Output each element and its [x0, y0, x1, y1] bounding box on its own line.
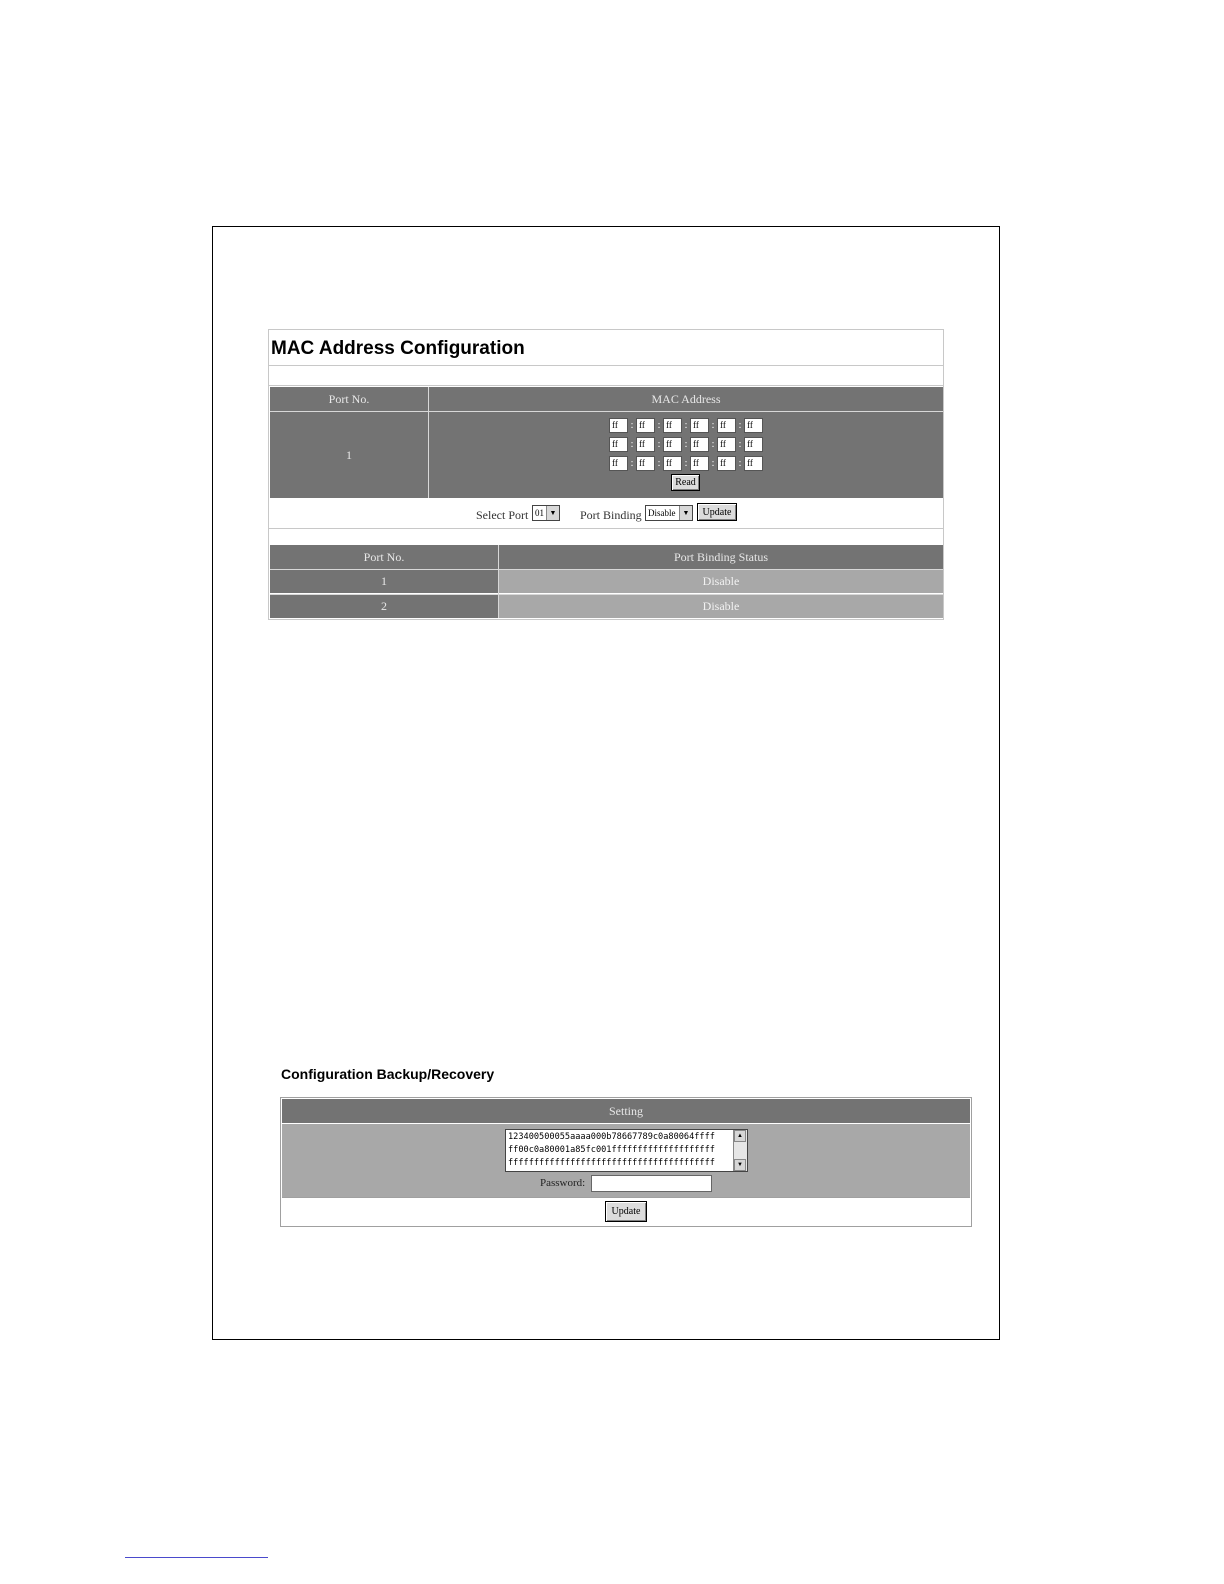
mac-octet-field[interactable]: ff	[636, 418, 655, 433]
config-line: 123400500055aaaa000b78667789c0a80064ffff	[508, 1132, 715, 1142]
octet-separator: :	[738, 420, 742, 431]
port-number-cell: 1	[270, 412, 428, 498]
column-header-binding-status: Port Binding Status	[499, 545, 943, 569]
port-binding-dropdown[interactable]	[645, 505, 693, 521]
mac-octet-field[interactable]: ff	[636, 456, 655, 471]
port-binding-value: Disable	[648, 508, 676, 518]
mac-octet-field[interactable]: ff	[663, 456, 682, 471]
mac-octet-field[interactable]: ff	[609, 456, 628, 471]
divider	[269, 365, 943, 366]
read-button[interactable]: Read	[671, 474, 700, 491]
mac-config-title: MAC Address Configuration	[271, 338, 525, 359]
divider	[270, 411, 943, 412]
mac-octet-field[interactable]: ff	[744, 437, 763, 452]
select-port-dropdown[interactable]	[532, 505, 560, 521]
chevron-down-icon: ▼	[546, 506, 559, 520]
octet-separator: :	[684, 439, 688, 450]
mac-octet-field[interactable]: ff	[609, 437, 628, 452]
mac-octet-field[interactable]: ff	[609, 418, 628, 433]
table-row-status: Disable	[499, 595, 943, 618]
config-data-lines	[508, 1131, 733, 1170]
setting-header: Setting	[282, 1099, 970, 1123]
divider	[269, 385, 943, 386]
mac-octet-row	[609, 418, 763, 433]
mac-octet-field[interactable]: ff	[717, 456, 736, 471]
select-port-value: 01	[535, 508, 544, 518]
octet-separator: :	[711, 458, 715, 469]
chevron-down-icon: ▼	[679, 506, 692, 520]
octet-separator: :	[657, 420, 661, 431]
mac-octet-field[interactable]: ff	[690, 418, 709, 433]
mac-octet-field[interactable]: ff	[717, 418, 736, 433]
octet-separator: :	[684, 458, 688, 469]
divider	[268, 528, 944, 529]
footnote-rule	[125, 1557, 268, 1558]
octet-separator: :	[738, 439, 742, 450]
mac-octet-field[interactable]: ff	[636, 437, 655, 452]
column-header-mac-address: MAC Address	[429, 387, 943, 411]
mac-octet-row	[609, 437, 763, 452]
divider	[270, 569, 943, 570]
octet-separator: :	[630, 420, 634, 431]
select-port-label: Select Port	[476, 508, 529, 522]
octet-separator: :	[711, 439, 715, 450]
divider	[428, 387, 429, 498]
password-label: Password:	[540, 1177, 586, 1189]
port-binding-label: Port Binding	[580, 508, 642, 522]
table-row-port: 2	[270, 595, 498, 618]
mac-octet-field[interactable]: ff	[663, 437, 682, 452]
octet-separator: :	[684, 420, 688, 431]
mac-octet-field[interactable]: ff	[744, 456, 763, 471]
scrollbar[interactable]	[733, 1130, 747, 1171]
config-data-textarea[interactable]	[505, 1129, 748, 1172]
column-header-port-no: Port No.	[270, 545, 498, 569]
mac-octet-field[interactable]: ff	[717, 437, 736, 452]
octet-separator: :	[630, 439, 634, 450]
backup-update-button[interactable]: Update	[605, 1201, 647, 1222]
scroll-up-icon[interactable]: ▲	[734, 1130, 746, 1142]
octet-separator: :	[630, 458, 634, 469]
octet-separator: :	[657, 439, 661, 450]
config-line: ff00c0a80001a85fc001ffffffffffffffffffff	[508, 1145, 715, 1155]
table-row-port: 1	[270, 570, 498, 593]
octet-separator: :	[738, 458, 742, 469]
update-button[interactable]: Update	[697, 503, 737, 521]
divider	[282, 1197, 970, 1198]
mac-octet-field[interactable]: ff	[690, 456, 709, 471]
backup-title: Configuration Backup/Recovery	[281, 1066, 495, 1082]
divider	[498, 545, 499, 618]
mac-octet-field[interactable]: ff	[663, 418, 682, 433]
octet-separator: :	[711, 420, 715, 431]
mac-octet-field[interactable]: ff	[744, 418, 763, 433]
mac-octet-row	[609, 456, 763, 471]
password-input[interactable]	[591, 1175, 712, 1192]
column-header-port-no: Port No.	[270, 387, 428, 411]
scroll-down-icon[interactable]: ▼	[734, 1159, 746, 1171]
divider	[270, 594, 943, 595]
table-row-status: Disable	[499, 570, 943, 593]
config-line: ffffffffffffffffffffffffffffffffffffffff	[508, 1158, 715, 1168]
octet-separator: :	[657, 458, 661, 469]
mac-octet-field[interactable]: ff	[690, 437, 709, 452]
